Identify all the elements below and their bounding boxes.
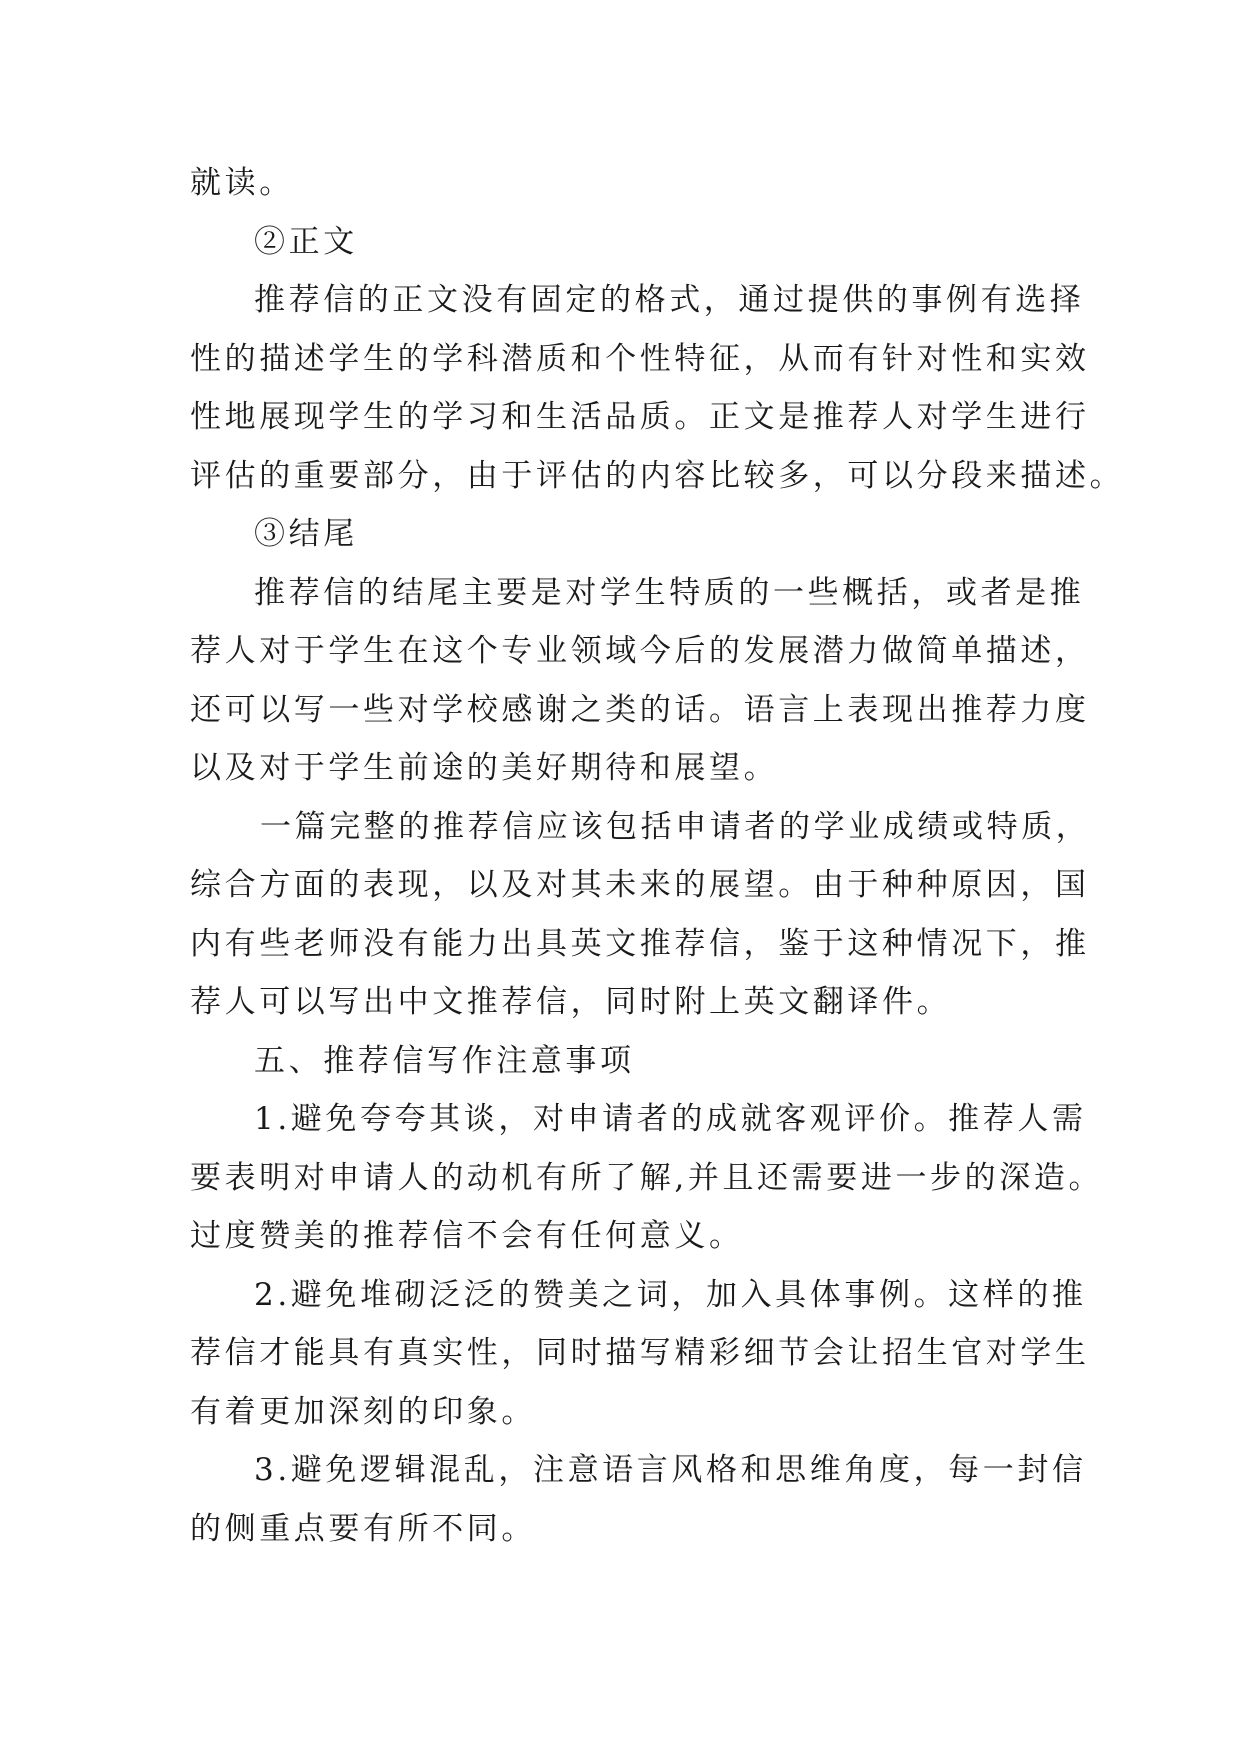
section-heading-body: ②正文	[254, 223, 358, 260]
text-line: 过度赞美的推荐信不会有任何意义。	[190, 1218, 744, 1254]
text-line: 推荐信的结尾主要是对学生特质的一些概括，或者是推	[254, 574, 1085, 611]
text-line: 有着更加深刻的印象。	[190, 1393, 536, 1430]
text-line: 性地展现学生的学习和生活品质。正文是推荐人对学生进行	[190, 399, 1090, 435]
text-line: 1.避免夸夸其谈，对申请者的成就客观评价。推荐人需	[254, 1101, 1087, 1137]
text-line: 荐人对于学生在这个专业领域今后的发展潜力做简单描述，	[190, 633, 1090, 669]
text-line: 推荐信的正文没有固定的格式，通过提供的事例有选择	[254, 282, 1085, 318]
text-line: 荐信才能具有真实性，同时描写精彩细节会让招生官对学生	[190, 1335, 1090, 1371]
text-line: 评估的重要部分，由于评估的内容比较多，可以分段来描述。	[190, 457, 1125, 494]
text-line: 荐人可以写出中文推荐信，同时附上英文翻译件。	[190, 984, 952, 1020]
text-line: 性的描述学生的学科潜质和个性特征，从而有针对性和实效	[190, 340, 1090, 377]
text-line: 就读。	[190, 165, 294, 201]
text-line: 2.避免堆砌泛泛的赞美之词，加入具体事例。这样的推	[254, 1276, 1087, 1313]
section-heading-ending: ③结尾	[254, 516, 358, 552]
text-line: 内有些老师没有能力出具英文推荐信，鉴于这种情况下，推	[190, 925, 1090, 962]
text-line: 的侧重点要有所不同。	[190, 1510, 536, 1547]
text-line: 要表明对申请人的动机有所了解,并且还需要进一步的深造。	[190, 1159, 1104, 1196]
text-line: 一篇完整的推荐信应该包括申请者的学业成绩或特质，	[260, 808, 1091, 845]
text-line: 以及对于学生前途的美好期待和展望。	[190, 750, 779, 786]
body-text	[190, 154, 1125, 1558]
text-line: 3.避免逻辑混乱，注意语言风格和思维角度，每一封信	[254, 1452, 1087, 1488]
text-line: 还可以写一些对学校感谢之类的话。语言上表现出推荐力度	[190, 691, 1090, 728]
section-heading-notes: 五、推荐信写作注意事项	[254, 1042, 635, 1079]
text-line: 综合方面的表现，以及对其未来的展望。由于种种原因，国	[190, 867, 1090, 903]
